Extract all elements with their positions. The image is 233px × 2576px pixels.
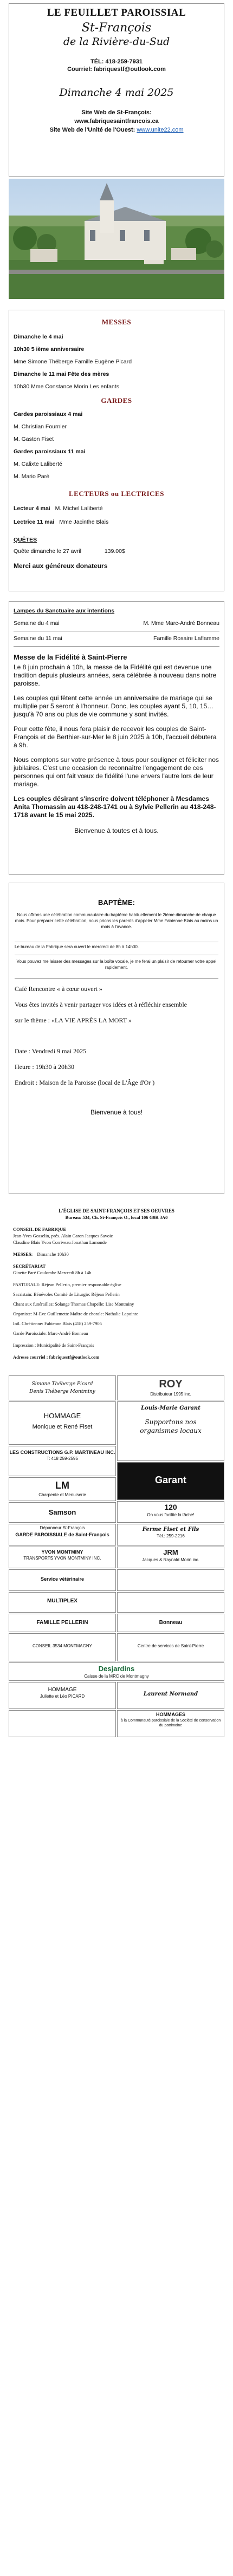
ad-montminy-name: YVON MONTMINY	[41, 1549, 83, 1555]
date-line: Dimanche 4 mai 2025	[59, 87, 174, 99]
ad-120-num: 120	[164, 1503, 177, 1511]
cafe-p2: sur le thème : «LA VIE APRÈS LA MORT »	[15, 1016, 132, 1024]
ad-samson	[9, 1502, 116, 1523]
ad-hommage-picard-sub: Juliette et Léo PICARD	[40, 1694, 85, 1699]
lampes-fidelite-box	[9, 601, 224, 875]
ad-garant-louis-sub: Supportons nos organismes locaux	[140, 1418, 202, 1434]
ad-120	[117, 1501, 224, 1523]
lampes-row-2	[14, 635, 219, 643]
eglise-funerailles: Chant aux funérailles: Solange Thomas Chapelle: Lise Montminy	[13, 1301, 134, 1307]
lampes-row-2-name: Famille Rosaire Laflamme	[153, 635, 219, 642]
eglise-garde: Garde Paroissiale: Marc-André Bonneau	[13, 1331, 88, 1336]
quetes-title: QUÊTES	[14, 537, 37, 543]
fidelite-p3: Pour cette fête, il nous fera plaisir de recevoir les couples de Saint-François et de Berthier-sur-Mer le 8 juin 2025 à 10h, l'accueil débutera à 9h.	[14, 725, 217, 749]
cafe-p1: Vous êtes invités à venir partager vos idées et à réfléchir ensemble	[15, 1001, 187, 1008]
lampes-title: Lampes du Sanctuaire aux intentions	[14, 608, 115, 614]
lecteur-line-1	[14, 505, 219, 513]
eglise-adresse: Adresse courriel : fabriquestf@outlook.com	[13, 1354, 100, 1360]
bapteme-cafe-box	[9, 883, 224, 1194]
ad-hommages-patrimoine-sub: à la Communauté paroissiale de la Société de conservation du patrimoine	[120, 1719, 221, 1727]
conseil-line-2: Claudine Blais Yvon Corriveau Jonathan Lamonde	[13, 1240, 107, 1245]
masses-list	[14, 333, 219, 391]
ad-desjardins-name: Desjardins	[98, 1665, 135, 1673]
cafe-heure: Heure : 19h30 à 20h30	[15, 1063, 74, 1071]
ad-martineau-name: LES CONSTRUCTIONS G.P. MARTINEAU INC.	[9, 1450, 115, 1455]
lecteur-line-2-label: Lectrice 11 mai	[14, 519, 55, 525]
ad-ferme-fiset	[117, 1524, 224, 1545]
phone: TÉL: 418-259-7931	[90, 58, 143, 65]
church-photo-illustration	[9, 179, 224, 299]
west-site-url[interactable]: www.unite22.com	[137, 127, 184, 133]
ad-roy	[117, 1375, 224, 1400]
ad-hommage-picard	[9, 1682, 116, 1709]
ad-samson-logo: Samson	[48, 1508, 76, 1516]
website-url[interactable]: www.fabriquesaintfrancois.ca	[74, 118, 159, 125]
lampes-divider-2	[14, 646, 219, 647]
ad-theberge-line1: Simone Théberge Picard	[31, 1381, 93, 1387]
bulletin-title: LE FEUILLET PAROISSIAL	[47, 7, 186, 18]
bapteme-title: BAPTÊME:	[98, 898, 135, 907]
ad-laurent-normand	[117, 1682, 224, 1709]
church-photo	[9, 179, 224, 299]
ad-ferme-fiset-phone: Tél.: 259-2216	[157, 1534, 185, 1538]
gardes-line: M. Christian Fournier	[14, 423, 67, 430]
lecteur-line-1-name: M. Michel Laliberté	[55, 505, 103, 512]
eglise-pastorale: PASTORALE: Réjean Pellerin, premier responsable église	[13, 1282, 121, 1287]
quetes-line	[14, 547, 219, 556]
bapteme-divider-3	[15, 978, 218, 979]
ad-depanneur-title: Dépanneur St-François	[40, 1525, 85, 1530]
eglise-messes-value: Dimanche 10h30	[37, 1251, 69, 1257]
eglise-address: Bureau: 534, Ch. St-François O., local 106 G0R 3A0	[65, 1215, 168, 1220]
lecteur-line-1-label: Lecteur 4 mai	[14, 505, 50, 512]
cafe-date: Date : Vendredi 9 mai 2025	[15, 1047, 87, 1055]
ad-hommage-fiset	[9, 1401, 116, 1445]
ad-jrm	[117, 1547, 224, 1568]
gardes-title: GARDES	[101, 396, 132, 405]
ad-veterinaire-title: Service vétérinaire	[40, 1576, 85, 1582]
fidelite-p2: Les couples qui fêtent cette année un anniversaire de mariage qui se multiplie par 5 seront à l'honneur. Donc, les couples ayant 5, 10, 15… jusqu'à 70 ans ou plus de vie commune y sont invités.	[14, 694, 214, 718]
ad-lm-logo: LM	[55, 1480, 69, 1491]
ad-conseil-3534	[9, 1633, 116, 1661]
bapteme-p2: Le bureau de la Fabrique sera ouvert le mercredi de 8h à 14h00.	[15, 944, 139, 949]
email: Courriel: fabriquestf@outlook.com	[67, 66, 166, 73]
ad-120-sub: On vous facilite la tâche!	[147, 1512, 195, 1517]
ad-misc-1-text	[118, 1576, 224, 1584]
gardes-line: Gardes paroissiaux 11 mai	[14, 448, 86, 455]
west-site-line	[9, 127, 224, 133]
eglise-organiste: Organiste: M-Eve Guillemette Maître de chorale: Nathalie Lapointe	[13, 1311, 138, 1316]
masses-line: Dimanche le 11 mai Fête des mères	[14, 371, 109, 377]
ad-misc-2-text	[118, 1593, 224, 1600]
ad-multiplex	[9, 1592, 116, 1613]
cafe-title: Café Rencontre « à cœur ouvert »	[15, 985, 102, 993]
ad-jrm-logo: JRM	[163, 1548, 178, 1556]
bapteme-p1: Nous offrons une célébration communautaire du baptême habituellement le 2ième dimanche de chaque mois. Pour préparer cette célébration, nous prions les parents d'appeler Mme Fabienne Blais au moins un mois à l'avance.	[15, 912, 218, 929]
quetes-label: Quête dimanche le 27 avril	[14, 548, 81, 555]
quetes-amount: 139.00$	[104, 548, 125, 555]
ad-hommages-patrimoine	[117, 1710, 224, 1737]
gardes-line: M. Calixte Laliberté	[14, 461, 62, 467]
ad-bonneau	[117, 1614, 224, 1632]
lampes-row-1-name: M. Mme Marc-André Bonneau	[143, 620, 219, 627]
masses-line: Mme Simone Théberge Famille Eugène Picard	[14, 358, 132, 365]
lampes-row-2-week: Semaine du 11 mai	[14, 635, 62, 642]
ad-montminy	[9, 1547, 116, 1568]
ad-centre-services-text: Centre de services de Saint-Pierre	[137, 1644, 204, 1648]
eglise-info	[13, 1208, 220, 1360]
ad-roy-sub: Distributeur 1995 inc.	[150, 1392, 191, 1397]
header-box	[9, 3, 224, 177]
ad-depanneur	[9, 1524, 116, 1545]
website-label: Site Web de St-François:	[81, 109, 152, 116]
ad-misc-2	[117, 1592, 224, 1613]
ad-lm-sub: Charpente et Menuiserie	[38, 1492, 86, 1497]
eglise-title: L'ÉGLISE DE SAINT-FRANÇOIS ET SES OEUVRES	[59, 1208, 174, 1214]
cafe-endroit: Endroit : Maison de la Paroisse (local de L'Âge d'Or )	[15, 1079, 155, 1086]
ad-famille-pellerin	[9, 1614, 116, 1632]
west-site-label: Site Web de l'Unité de l'Ouest:	[49, 127, 135, 133]
masses-title: MESSES	[101, 318, 132, 326]
ad-hommages-patrimoine-title: HOMMAGES	[156, 1712, 185, 1717]
ad-laurent-normand-name: Laurent Normand	[143, 1691, 198, 1697]
ad-desjardins-sub: Caisse de la MRC de Montmagny	[84, 1674, 149, 1679]
ad-hommage-picard-title: HOMMAGE	[48, 1687, 77, 1693]
ad-veterinaire	[9, 1569, 116, 1591]
quetes-thanks: Merci aux généreux donateurs	[14, 562, 108, 570]
ad-conseil-3534-text: CONSEIL 3534 MONTMAGNY	[33, 1644, 92, 1648]
masses-line: 10h30 Mme Constance Morin Les enfants	[14, 383, 119, 390]
schedule-box	[9, 310, 224, 591]
fidelite-p1: Le 8 juin prochain à 10h, la messe de la Fidélité qui est devenue une tradition depuis plusieurs années, sera célébrée à nouveau dans notre paroisse.	[14, 663, 217, 687]
lecteurs-title: LECTEURS ou LECTRICES	[69, 490, 164, 498]
ad-garant-logo: Garant	[154, 1475, 187, 1485]
eglise-messes-label: MESSES:	[13, 1251, 33, 1257]
ad-garant-louis	[117, 1401, 224, 1461]
ad-famille-pellerin-text: FAMILLE PELLERIN	[36, 1620, 88, 1626]
lampes-row-1-week: Semaine du 4 mai	[14, 620, 60, 627]
ad-misc-1	[117, 1569, 224, 1591]
ad-hommage-fiset-title: HOMMAGE	[43, 1412, 81, 1420]
ad-martineau	[9, 1446, 116, 1476]
ad-montminy-sub: TRANSPORTS YVON MONTMINY INC.	[23, 1556, 101, 1561]
eglise-impression: Impression : Municipalité de Saint-François	[13, 1342, 94, 1348]
masses-line: 10h30 5 ième anniversaire	[14, 346, 85, 353]
ad-martineau-phone: T: 418 259-2595	[47, 1456, 78, 1461]
ad-ferme-fiset-name: Ferme Fiset et Fils	[142, 1527, 199, 1532]
secretariat-value: Ginette Paré Coulombe Mercredi 8h à 14h	[13, 1270, 92, 1275]
conseil-title: CONSEIL DE FABRIQUE	[13, 1227, 67, 1232]
parish-name-line1: St-François	[81, 21, 152, 35]
secretariat-label: SECRÉTARIAT	[13, 1263, 46, 1269]
gardes-line: Gardes paroissiaux 4 mai	[14, 411, 83, 418]
conseil-line-1: Jean-Yves Gosselin, prés. Alain Caron Jacques Savoie	[13, 1233, 113, 1238]
cafe-welcome: Bienvenue à tous!	[90, 1108, 143, 1116]
ad-misc-3	[9, 1710, 116, 1737]
lecteur-line-2	[14, 518, 219, 526]
ad-theberge-line2: Denis Théberge Montminy	[29, 1389, 95, 1394]
ad-bonneau-text: Bonneau	[159, 1620, 183, 1626]
ad-hommage-fiset-sub: Monique et René Fiset	[32, 1424, 93, 1430]
ad-multiplex-title: MULTIPLEX	[47, 1598, 77, 1604]
fidelite-p5: Les couples désirant s'inscrire doivent téléphoner à Mesdames Anita Thomassin au 418-248-1741 ou à Sylvie Pellerin au 418-248-1718 avant le 15 mai 2025.	[14, 795, 216, 819]
fidelite-p6: Bienvenue à toutes et à tous.	[74, 827, 159, 834]
gardes-line: M. Mario Paré	[14, 473, 49, 480]
eglise-choristes: Intl. Chrétienne: Fabienne Blais (418) 259-7905	[13, 1321, 102, 1326]
ad-desjardins	[9, 1662, 224, 1681]
lecteur-line-2-name: Mme Jacinthe Blais	[59, 519, 109, 525]
masses-line: Dimanche le 4 mai	[14, 334, 63, 340]
ad-garant	[117, 1462, 224, 1500]
ad-theberge	[9, 1375, 116, 1400]
gardes-line: M. Gaston Fiset	[14, 436, 54, 442]
ad-garant-louis-name: Louis-Marie Garant	[141, 1405, 200, 1411]
eglise-sacristain: Sacristain: Bénévoles Comité de Liturgie: Réjean Pellerin	[13, 1292, 120, 1297]
bapteme-p3: Vous pouvez me laisser des messages sur la boîte vocale, je me ferai un plaisir de retourner votre appel rapidement.	[16, 959, 217, 970]
ad-centre-services	[117, 1633, 224, 1661]
parish-name-line2: de la Rivière-du-Sud	[63, 36, 170, 48]
gardes-list	[14, 410, 219, 481]
ad-depanneur-sub: GARDE PAROISSIALE de Saint-François	[15, 1532, 109, 1537]
fidelite-title: Messe de la Fidélité à Saint-Pierre	[14, 653, 127, 661]
ad-lm	[9, 1477, 116, 1501]
ad-roy-name: ROY	[159, 1378, 183, 1390]
eglise-messes	[13, 1251, 220, 1257]
ad-jrm-sub: Jacques & Raynald Morin inc.	[142, 1557, 199, 1562]
fidelite-p4: Nous comptons sur votre présence à tous pour souligner et féliciter nos jubilaires. C'est une occasion de reconnaître l'engagement de ces personnes qui ont fait vœux de fidélité l'une envers l'autre lors de leur mariage.	[14, 756, 219, 788]
ad-misc-3-text	[9, 1711, 115, 1718]
lampes-row-1	[14, 619, 219, 628]
